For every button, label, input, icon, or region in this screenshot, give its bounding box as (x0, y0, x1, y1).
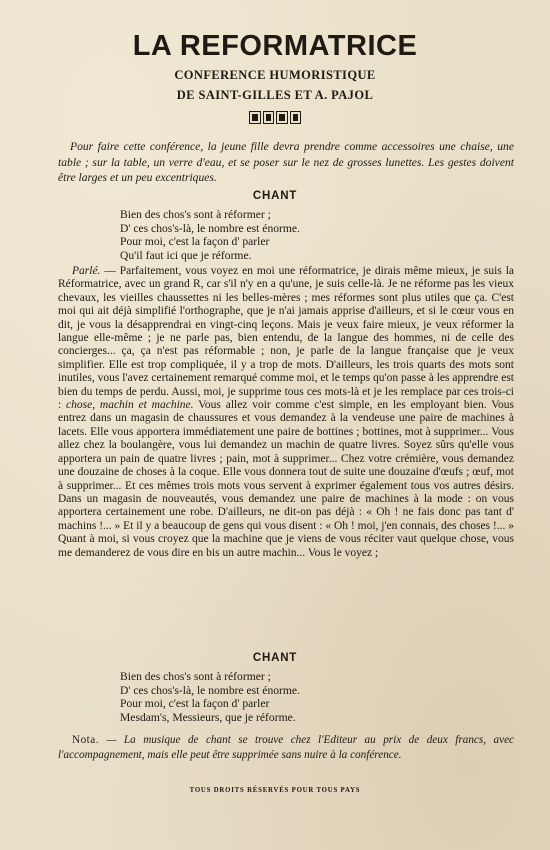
verse-line: Bien des chos's sont à réformer ; (120, 208, 271, 221)
verse-line: D' ces chos's-là, le nombre est énorme. (120, 683, 300, 697)
stage-directions: Pour faire cette conférence, la jeune fille devra prendre comme accessoires une chaise, une table ; sur la table, un verre d'eau, et se poser sur le nez de grosses lunettes. Les gestes doivent être larges et un peu excentriques. (58, 140, 514, 184)
document-authors: DE SAINT-GILLES ET A. PAJOL (176, 88, 374, 102)
verse-line: Qu'il faut ici que je réforme. (120, 248, 252, 262)
document-subtitle: CONFERENCE HUMORISTIQUE (174, 68, 376, 82)
ornament-divider (249, 111, 301, 124)
footnote (58, 733, 514, 762)
chant-verse-second (120, 670, 300, 724)
spoken-monologue (58, 265, 514, 560)
chant-heading: CHANT (252, 190, 298, 202)
monologue-text-continued: Vous allez voir comme c'est simple, en les employant bien. Vous entrez dans un magasin de chaussures et vous demandez à la vendeuse une paire de machines à lacets. Elle vous apportera immédiatement une paire de bottines ; bottines, mot à supprimer... Vous allez chez la boulangère, vous lui demandez un machin de quatre livres. Soyez sûrs qu'elle vous apportera un pain de quatre livres ; pain, mot à supprimer... Chez votre crémière, vous demandez une douzaine de choses à la coque. Elle vous donnera tout de suite une douzaine d'œufs ; œuf, mot à supprimer... Et ces mêmes trois mots vous servent à exprimer également tous vos autres désirs. Dans un magasin de nouveautés, vous demandez une paire de machines à la mode : on vous apportera certainement une robe. D'ailleurs, ne dit-on pas déjà : « Oh ! ne fais donc pas tant d' machins !... » Et il y a beaucoup de gens qui vous disent : « Oh ! moi, j'en connais, des choses !... » Quant à moi, si vous croyez que la machine que je viens de vous réciter vaut quelque chose, vous me demanderez de vous dire en bis un autre machin... Vous le voyez ; (58, 399, 514, 559)
rights-notice: TOUS DROITS RÉSERVÉS POUR TOUS PAYS (189, 787, 361, 794)
verse-line: Pour moi, c'est la façon d' parler (120, 235, 270, 249)
verse-line: Mesdam's, Messieurs, que je réforme. (120, 710, 296, 724)
chant-verse (120, 208, 300, 262)
verse-line: Bien des chos's sont à réformer ; (120, 670, 271, 683)
monologue-italic-words: chose, machin et machine. (66, 399, 194, 412)
parle-label: Parlé. (72, 265, 101, 277)
note-label: Nota. (72, 734, 100, 746)
document-title: LA REFORMATRICE (132, 30, 418, 62)
monologue-text: — Parfaitement, vous voyez en moi une réformatrice, je dirais même mieux, je suis la Réformatrice, avec un grand R, car s'il n'y en a qu'une, je suis celle-là. Je ne réforme pas les vieux chevaux, les vieilles chaussettes ni les belles-mères ; mes réformes sont plus utiles que ça. C'est moi qui ait déjà simplifié l'orthographe, que je n'ai jamais apprise d'ailleurs, et si le cœur vous en dit, je vous la désapprendrai en vingt-cinq leçons. Mais je veux faire mieux, je veux réformer la langue elle-même ; je ne parle pas, bien entendu, de la langue des hommes, ni de celle des concierges... ça, ça n'est pas réformable ; non, je parle de la langue française que je veux simplifier. Elle est trop compliquée, il y a trop de mots. D'ailleurs, les trois quarts des mots sont inutiles, vous l'avez certainement remarqué comme moi, et le temps qu'on passe à les apprendre est bien du temps de perdu. Aussi, moi, je supprime tous ces mots-là et je les remplace par ces trois-ci : (58, 265, 515, 412)
verse-line: Pour moi, c'est la façon d' parler (120, 697, 270, 711)
note-text: — La musique de chant se trouve chez l'Editeur au prix de deux francs, avec l'accompagnement, mais elle peut être supprimée sans nuire à la conférence. (58, 734, 514, 761)
chant-heading-second: CHANT (252, 652, 298, 664)
verse-line: D' ces chos's-là, le nombre est énorme. (120, 221, 300, 235)
